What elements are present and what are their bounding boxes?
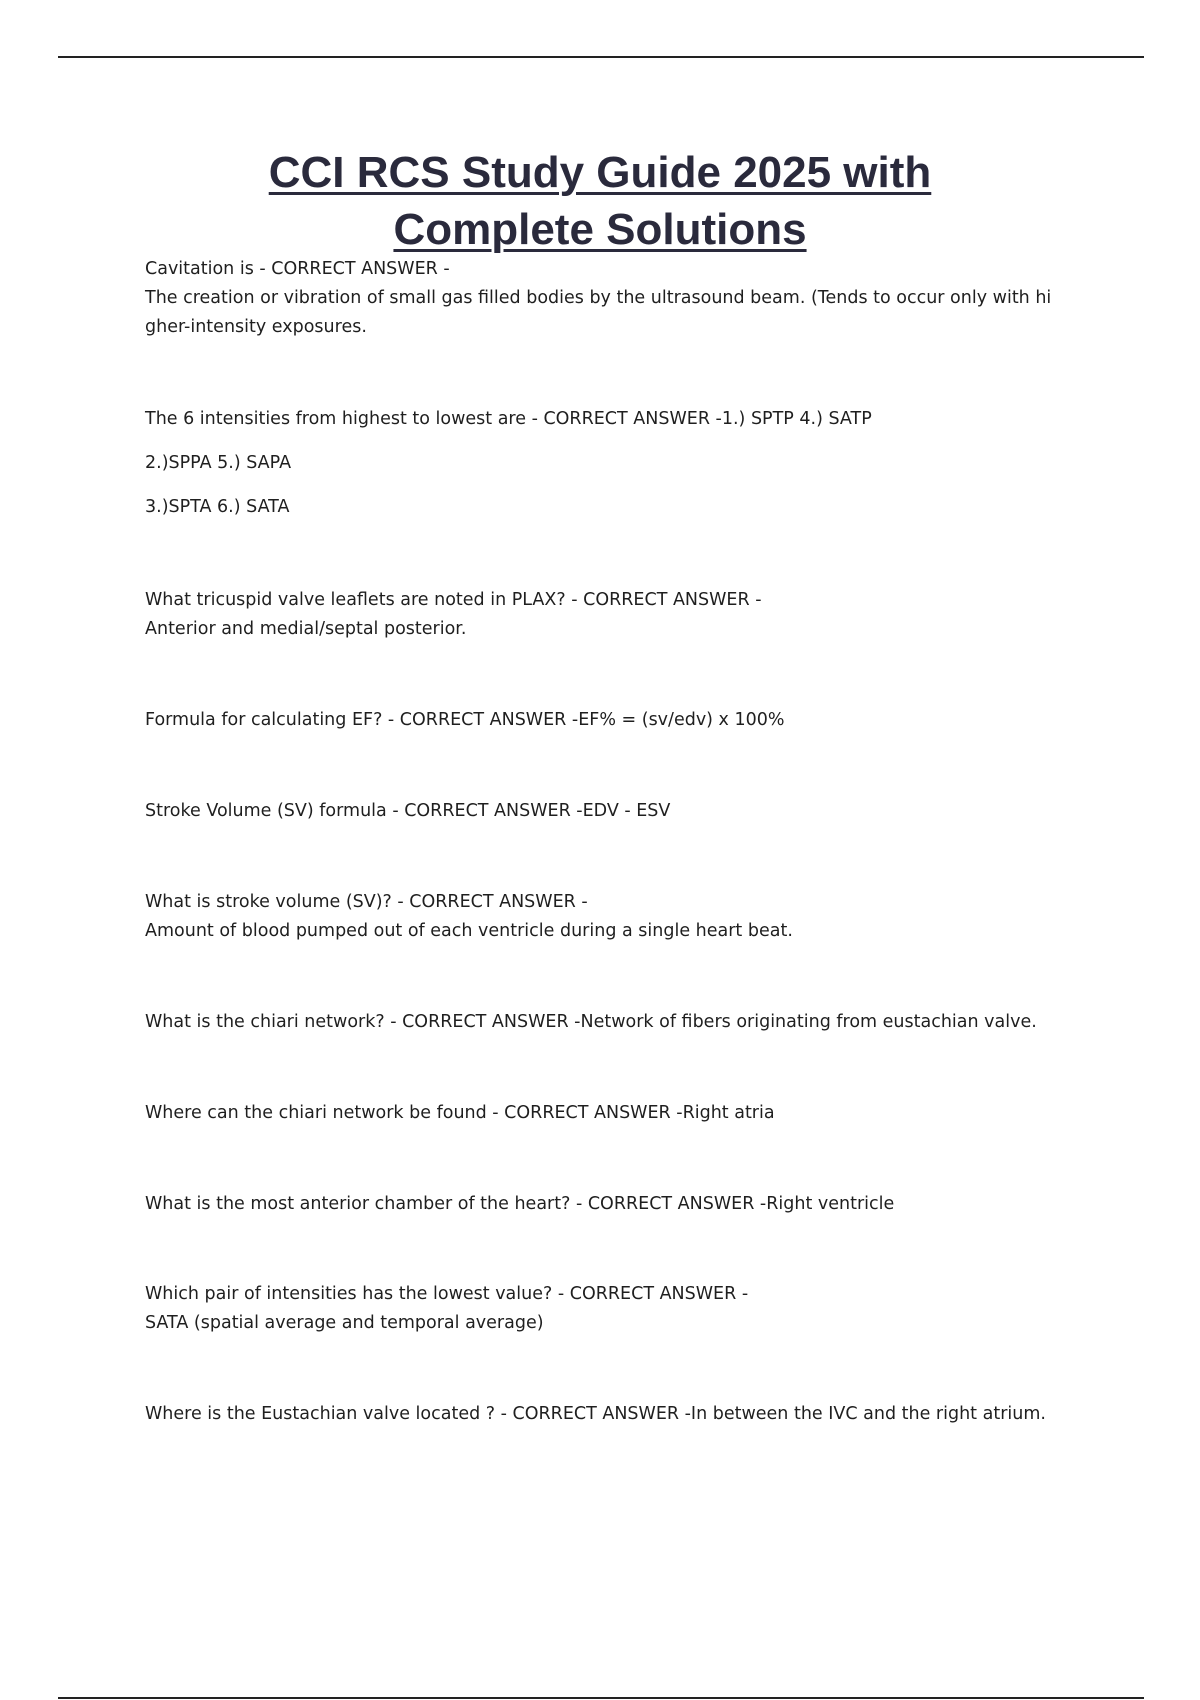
question-text: Where can the chiari network be found - CORRECT ANSWER -Right atria [145,1103,775,1123]
qa-item-stroke-volume [145,888,1090,946]
question-text: Cavitation is - CORRECT ANSWER - [145,259,450,279]
qa-item-chiari-network [145,1008,1090,1037]
question-text: What is the chiari network? - CORRECT ANSWER -Network of fibers originating from eustachian valve. [145,1012,1037,1032]
title-line-1: CCI RCS Study Guide 2025 with [268,148,932,197]
qa-item-tricuspid-plax [145,586,1090,644]
top-rule [58,56,1144,58]
question-text: Where is the Eustachian valve located ? - CORRECT ANSWER -In between the IVC and the right atrium. [145,1404,1046,1424]
answer-text: 3.)SPTA 6.) SATA [145,497,290,517]
answer-text: SATA (spatial average and temporal average) [145,1313,544,1333]
qa-item-ef-formula [145,706,1090,735]
qa-item-eustachian-valve [145,1400,1090,1429]
answer-text: Anterior and medial/septal posterior. [145,619,467,639]
question-text: Formula for calculating EF? - CORRECT ANSWER -EF% = (sv/edv) x 100% [145,710,785,730]
question-text: What is stroke volume (SV)? - CORRECT ANSWER - [145,892,588,912]
document-title [120,144,1080,258]
answer-text: 2.)SPPA 5.) SAPA [145,453,292,473]
bottom-rule [58,1697,1144,1699]
question-text: The 6 intensities from highest to lowest are - CORRECT ANSWER -1.) SPTP 4.) SATP [145,409,872,429]
answer-text: gher-intensity exposures. [145,317,367,337]
qa-item-intensities-order [145,405,1090,522]
qa-item-cavitation [145,255,1090,342]
question-text: What tricuspid valve leaflets are noted in PLAX? - CORRECT ANSWER - [145,590,762,610]
qa-item-chiari-location [145,1099,1090,1128]
title-line-2: Complete Solutions [393,205,807,254]
question-text: Stroke Volume (SV) formula - CORRECT ANSWER -EDV - ESV [145,801,671,821]
qa-item-sv-formula [145,797,1090,826]
qa-item-anterior-chamber [145,1190,1090,1219]
qa-item-lowest-intensity [145,1280,1090,1338]
answer-text: Amount of blood pumped out of each ventricle during a single heart beat. [145,921,793,941]
answer-text: The creation or vibration of small gas filled bodies by the ultrasound beam. (Tends to occur only with hi [145,288,1052,308]
question-text: What is the most anterior chamber of the heart? - CORRECT ANSWER -Right ventricle [145,1194,895,1214]
question-text: Which pair of intensities has the lowest value? - CORRECT ANSWER - [145,1284,749,1304]
